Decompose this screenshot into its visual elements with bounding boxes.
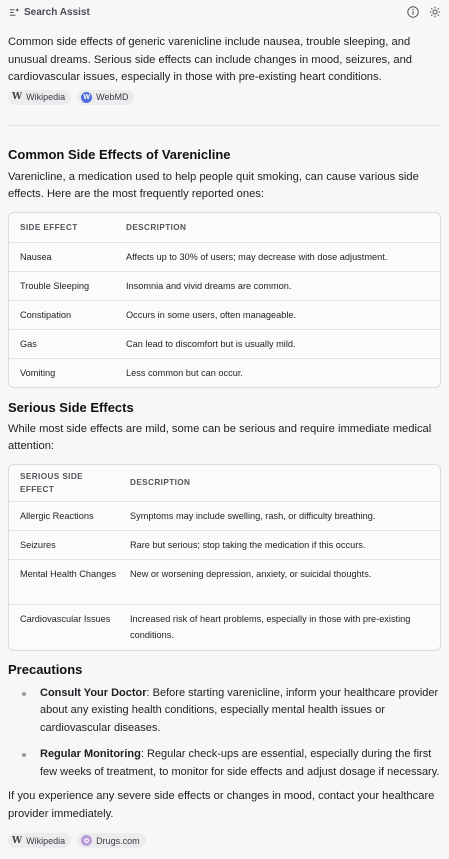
serious-heading: Serious Side Effects <box>8 399 134 415</box>
header-actions <box>407 6 441 18</box>
footer-sources <box>8 833 441 848</box>
common-intro: Varenicline, a medication used to help people quit smoking, can cause various side effects. Here are the most frequently reported ones: <box>8 170 419 200</box>
header-left <box>8 6 90 18</box>
source-chip-wikipedia[interactable] <box>8 90 71 105</box>
effect-description: Insomnia and vivid dreams are common. <box>126 280 292 291</box>
column-header-description: DESCRIPTION <box>130 478 191 487</box>
serious-side-effects-table <box>8 464 441 651</box>
source-chip-webmd[interactable] <box>77 90 134 105</box>
effect-name: Seizures <box>20 539 56 550</box>
list-item <box>20 685 441 738</box>
source-label: WebMD <box>96 92 129 102</box>
effect-name: Vomiting <box>20 367 56 378</box>
effect-name: Cardiovascular Issues <box>20 613 111 624</box>
sparkle-icon <box>8 6 20 18</box>
section-divider <box>8 125 441 126</box>
effect-description: Symptoms may include swelling, rash, or difficulty breathing. <box>130 510 376 521</box>
common-side-effects-table <box>8 212 441 388</box>
summary-text: Common side effects of generic varenicline include nausea, trouble sleeping, and unusual dreams. Serious side effects can include changes in mood, seizures, and cardiovascular issues, especially in those with pre-existing heart conditions. <box>8 36 413 83</box>
effect-description: Increased risk of heart problems, especially in those with pre-existing conditions. <box>130 613 411 640</box>
table-row <box>9 242 440 271</box>
table-row <box>9 271 440 300</box>
wikipedia-icon: W <box>12 835 23 846</box>
table-row <box>9 501 440 530</box>
effect-name: Trouble Sleeping <box>20 280 90 291</box>
drugs-icon: ✿ <box>81 835 92 846</box>
precautions-heading: Precautions <box>8 661 83 677</box>
effect-description: Rare but serious; stop taking the medication if this occurs. <box>130 539 366 550</box>
table-row <box>9 530 440 559</box>
effect-name: Allergic Reactions <box>20 510 94 521</box>
precautions-list <box>8 685 441 782</box>
table-row <box>9 300 440 329</box>
serious-intro: While most side effects are mild, some can be serious and require immediate medical attention: <box>8 422 432 452</box>
effect-description: Less common but can occur. <box>126 367 243 378</box>
effect-name: Gas <box>20 338 37 349</box>
table-row <box>9 559 440 604</box>
column-header-serious-side-effect: SERIOUS SIDE EFFECT <box>20 471 84 494</box>
precaution-text: : Regular check-ups are essential, especially during the first few weeks of treatment, to monitor for side effects and adjust dosage if necessary. <box>40 748 440 778</box>
table-row <box>9 358 440 387</box>
effect-description: Can lead to discomfort but is usually mild. <box>126 338 296 349</box>
closing-text: If you experience any severe side effects or changes in mood, contact your healthcare provider immediately. <box>8 790 435 820</box>
source-chip-drugs[interactable] <box>77 833 146 848</box>
list-item <box>20 746 441 781</box>
source-label: Drugs.com <box>96 835 140 846</box>
precaution-title: Regular Monitoring <box>40 748 141 760</box>
source-chip-wikipedia[interactable] <box>8 833 71 848</box>
gear-icon[interactable] <box>429 6 441 18</box>
summary-sources <box>8 90 441 105</box>
effect-description: New or worsening depression, anxiety, or suicidal thoughts. <box>130 568 372 579</box>
effect-name: Constipation <box>20 309 72 320</box>
webmd-icon: W <box>81 92 92 103</box>
precaution-title: Consult Your Doctor <box>40 686 147 699</box>
precaution-text: : Before starting varenicline, inform your healthcare provider about any existing health conditions, especially mental health issues or cardiovascular diseases. <box>40 686 439 734</box>
effect-name: Mental Health Changes <box>20 568 117 579</box>
common-heading: Common Side Effects of Varenicline <box>8 146 231 162</box>
column-header-description: DESCRIPTION <box>126 222 187 232</box>
table-header-row <box>9 213 440 242</box>
header-title: Search Assist <box>24 6 90 18</box>
table-header-row <box>9 465 440 501</box>
column-header-side-effect: SIDE EFFECT <box>20 222 78 232</box>
effect-description: Affects up to 30% of users; may decrease with dose adjustment. <box>126 251 388 262</box>
effect-name: Nausea <box>20 251 52 262</box>
table-row <box>9 604 440 650</box>
source-label: Wikipedia <box>26 92 66 102</box>
source-label: Wikipedia <box>26 835 66 846</box>
wikipedia-icon: W <box>12 92 23 102</box>
panel-header <box>8 0 441 24</box>
effect-description: Occurs in some users, often manageable. <box>126 309 297 320</box>
info-icon[interactable] <box>407 6 419 18</box>
table-row <box>9 329 440 358</box>
